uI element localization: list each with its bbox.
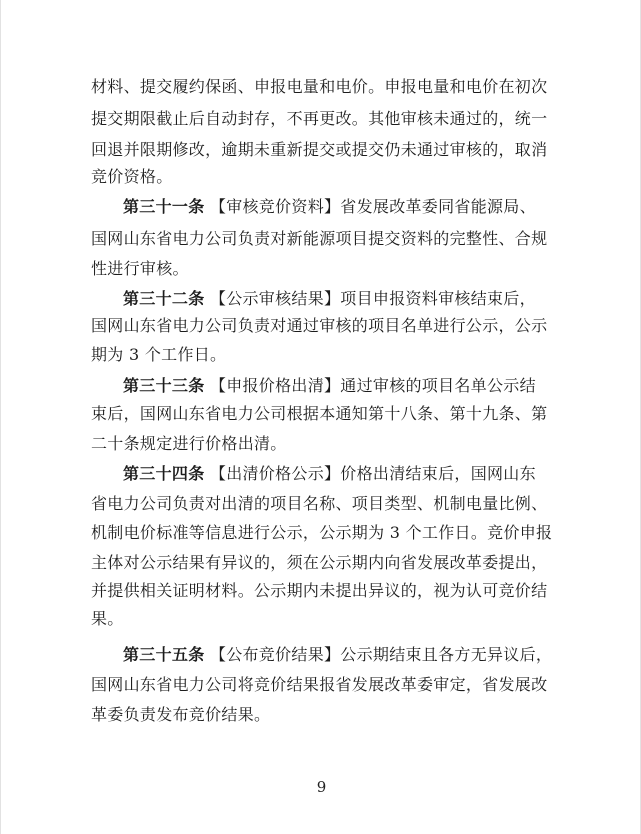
article-31-number: 第三十一条 xyxy=(123,197,205,216)
article-33-heading-text: 【申报价格出清】通过审核的项目名单公示结 xyxy=(204,376,536,395)
text-line: 机制电价标准等信息进行公示，公示期为 3 个工作日。竞价申报 xyxy=(91,523,553,542)
article-31-heading-text: 【审核竞价资料】省发展改革委同省能源局、 xyxy=(204,197,536,216)
text-line: 并提供相关证明材料。公示期内未提出异议的，视为认可竞价结 xyxy=(91,581,548,600)
text-line: 革委负责发布竞价结果。 xyxy=(91,705,271,724)
article-34-heading-text: 【出清价格公示】价格出清结束后，国网山东 xyxy=(204,464,536,483)
text-line: 竞价资格。 xyxy=(91,167,173,186)
text-line: 主体对公示结果有异议的，须在公示期内向省发展改革委提出， xyxy=(91,553,548,572)
article-35-first-line xyxy=(123,640,552,670)
text-line: 回退并限期修改，逾期未重新提交或提交仍未通过审核的，取消 xyxy=(91,140,548,159)
text-line: 省电力公司负责对出清的项目名称、项目类型、机制电量比例、 xyxy=(91,494,548,513)
article-32-number: 第三十二条 xyxy=(123,289,205,308)
page-number: 9 xyxy=(316,778,327,796)
article-31-first-line xyxy=(123,192,536,222)
text-line: 果。 xyxy=(91,609,124,628)
text-line: 国网山东省电力公司将竞价结果报省发展改革委审定，省发展改 xyxy=(91,675,548,694)
article-32-first-line xyxy=(123,284,536,314)
article-33-number: 第三十三条 xyxy=(123,376,205,395)
article-35-heading-text: 【公布竞价结果】公示期结束且各方无异议后， xyxy=(204,645,553,664)
text-line: 提交期限截止后自动封存，不再更改。其他审核未通过的，统一 xyxy=(91,109,548,128)
article-32-heading-text: 【公示审核结果】项目申报资料审核结束后， xyxy=(204,289,536,308)
text-line: 材料、提交履约保函、申报电量和电价。申报电量和电价在初次 xyxy=(91,77,548,96)
article-34-number: 第三十四条 xyxy=(123,464,205,483)
article-33-first-line xyxy=(123,371,536,401)
text-line: 性进行审核。 xyxy=(91,259,189,278)
text-line: 束后，国网山东省电力公司根据本通知第十八条、第十九条、第 xyxy=(91,404,548,423)
article-35-number: 第三十五条 xyxy=(123,645,205,664)
text-line: 国网山东省电力公司负责对新能源项目提交资料的完整性、合规 xyxy=(91,229,548,248)
text-line: 期为 3 个工作日。 xyxy=(91,345,227,364)
text-line: 二十条规定进行价格出清。 xyxy=(91,434,287,453)
text-line: 国网山东省电力公司负责对通过审核的项目名单进行公示，公示 xyxy=(91,316,548,335)
article-34-first-line xyxy=(123,459,536,489)
